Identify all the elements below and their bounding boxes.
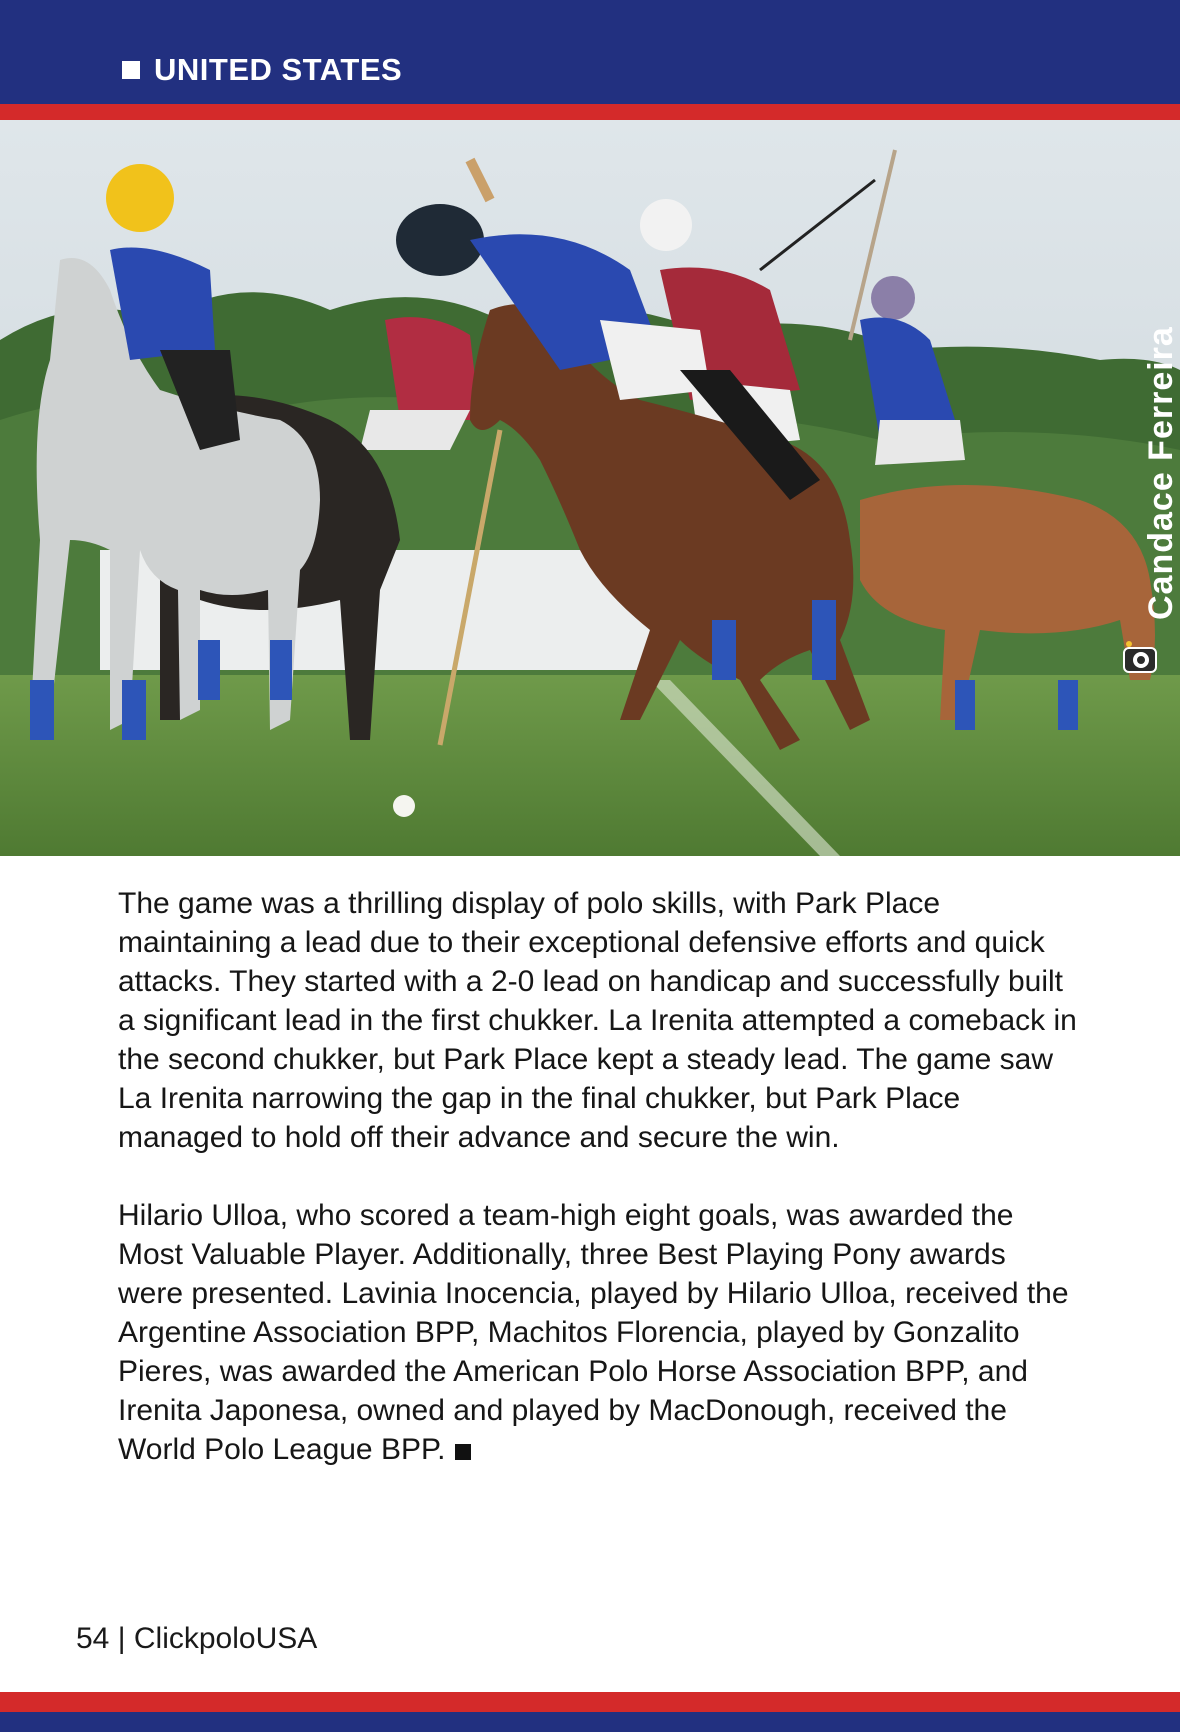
photo-credit-text: Candace Ferreira — [1142, 326, 1180, 620]
camera-icon — [1122, 640, 1158, 674]
page-number: 54 — [76, 1622, 110, 1655]
square-bullet-icon — [122, 61, 140, 79]
article-paragraph: The game was a thrilling display of polo skills, with Park Place maintaining a lead due to their exceptional defensive efforts and quick attacks. They started with a 2-0 lead on handicap and successfully built a significant lead in the first chukker. La Irenita attempted a comeback in the second chukker, but Park Place kept a steady lead. The game saw La Irenita narrowing the gap in the final chukker, but Park Place managed to hold off their advance and secure the win. — [118, 887, 1077, 1154]
footer-red-stripe — [0, 1692, 1180, 1712]
article-body — [118, 884, 1078, 1508]
publication-name: ClickpoloUSA — [133, 1622, 318, 1655]
article-paragraph-last — [118, 1196, 1078, 1469]
section-label — [122, 48, 402, 92]
end-mark-icon — [455, 1444, 471, 1460]
footer-separator: | — [117, 1622, 126, 1655]
page-footer — [76, 1622, 317, 1656]
header-red-stripe — [0, 104, 1180, 120]
photo-credit — [1112, 280, 1180, 680]
footer-band — [0, 1712, 1180, 1732]
polo-match-photo — [0, 120, 1180, 856]
article-paragraph-text: Hilario Ulloa, who scored a team-high eight goals, was awarded the Most Valuable Player. Additionally, three Best Playing Pony awards were presented. Lavinia Inocencia, played by Hilario Ulloa, received the Argentine Association BPP, Machitos Florencia, played by Gonzalito Pieres, was awarded the American Polo Horse Association BPP, and Irenita Japonesa, owned and played by MacDonough, received the World Polo League BPP. — [118, 1199, 1069, 1466]
section-label-text: UNITED STATES — [154, 52, 403, 87]
